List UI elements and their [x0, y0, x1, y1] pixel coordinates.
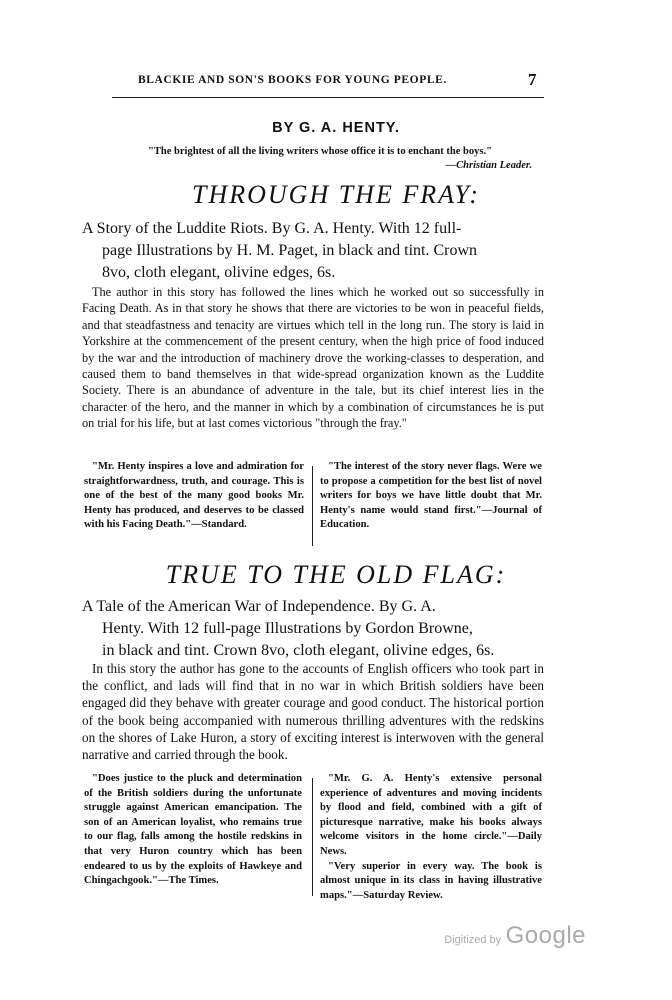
description-line: A Story of the Luddite Riots. By G. A. Henty. With 12 full- — [82, 220, 462, 237]
review-divider — [312, 466, 313, 546]
description-line: Henty. With 12 full-page Illustrations by Gordon Browne, — [102, 620, 473, 637]
book-description-true-to-the-old-flag — [82, 596, 547, 662]
review-column-left — [84, 460, 304, 533]
review-quote: "The interest of the story never flags. Were we to propose a competition for the best list of novel writers for boys we have little doubt that Mr. Henty's name would stand first."—Journal of Education. — [320, 461, 542, 531]
book-summary-true-to-the-old-flag: In this story the author has gone to the accounts of English officers who took part in the conflict, and lads will find that in no war in which British soldiers have been engaged did they behave with greater courage and good conduct. The historical portion of the book being accompanied with numerous thrilling adventures with the redskins on the shores of Lake Huron, a story of exciting interest is interwoven with the general narrative and carried through the book. — [82, 661, 544, 763]
book-title-through-the-fray: THROUGH THE FRAY: — [192, 180, 480, 209]
description-line: in black and tint. Crown 8vo, cloth elegant, olivine edges, 6s. — [102, 642, 495, 659]
watermark-brand: Google — [505, 922, 586, 949]
review-column-right — [320, 460, 542, 533]
author-heading: BY G. A. HENTY. — [272, 120, 400, 136]
review-quote: "Mr. G. A. Henty's extensive personal experience of adventures and moving incidents by flood and field, combined with a gift of picturesque narrative, make his books always welcome visitors in the home circle."—Daily News. — [320, 773, 542, 857]
description-line: A Tale of the American War of Independence. By G. A. — [82, 598, 436, 615]
reviews-true-to-the-old-flag — [84, 772, 544, 912]
review-quote: "Mr. Henty inspires a love and admiration for straightforwardness, truth, and courage. This is one of the best of the many good books Mr. Henty has produced, and deserves to be classed with his Facing Death."—Standard. — [84, 461, 304, 531]
author-quote: "The brightest of all the living writers whose office it is to enchant the boys." — [148, 146, 492, 157]
book-summary-through-the-fray: The author in this story has followed the lines which he worked out so successfully in Facing Death. As in that story he shows that there are victories to be won in peaceful fields, and that steadfastness and tenacity are virtues which tell in the long run. The story is laid in Yorkshire at the commencement of the present century, when the high price of food induced by the war and the introduction of machinery drove the working-classes to desperation, and caused them to band themselves in that wide-spread organization known as the Luddite Society. There is an abundance of adventure in the tale, but its chief interest lies in the character of the hero, and the manner in which by a combination of circumstances he is put on trial for his life, but at last comes victorious "through the fray." — [82, 285, 544, 431]
review-column-right — [320, 772, 542, 903]
review-quote: "Very superior in every way. The book is almost unique in its class in having illustrative maps."—Saturday Review. — [320, 860, 542, 901]
digitized-by-google-watermark — [426, 922, 586, 950]
author-quote-source: —Christian Leader. — [445, 160, 532, 171]
reviews-through-the-fray — [84, 460, 544, 550]
book-description-through-the-fray — [82, 218, 547, 284]
description-line: 8vo, cloth elegant, olivine edges, 6s. — [102, 264, 336, 281]
review-column-left — [84, 772, 302, 889]
header-rule — [112, 97, 544, 98]
book-title-true-to-the-old-flag: TRUE TO THE OLD FLAG: — [165, 560, 507, 589]
review-divider — [312, 778, 313, 896]
running-head: BLACKIE AND SON'S BOOKS FOR YOUNG PEOPLE. — [138, 74, 447, 86]
description-line: page Illustrations by H. M. Paget, in black and tint. Crown — [102, 242, 478, 259]
page-number: 7 — [528, 70, 537, 89]
watermark-prefix: Digitized by — [444, 934, 502, 946]
review-quote: "Does justice to the pluck and determination of the British soldiers during the unfortunate struggle against American emancipation. The son of an American loyalist, who remains true to our flag, falls among the hostile redskins in that very Huron country which has been endeared to us by the exploits of Hawkeye and Chingachgook."—The Times. — [84, 773, 302, 887]
